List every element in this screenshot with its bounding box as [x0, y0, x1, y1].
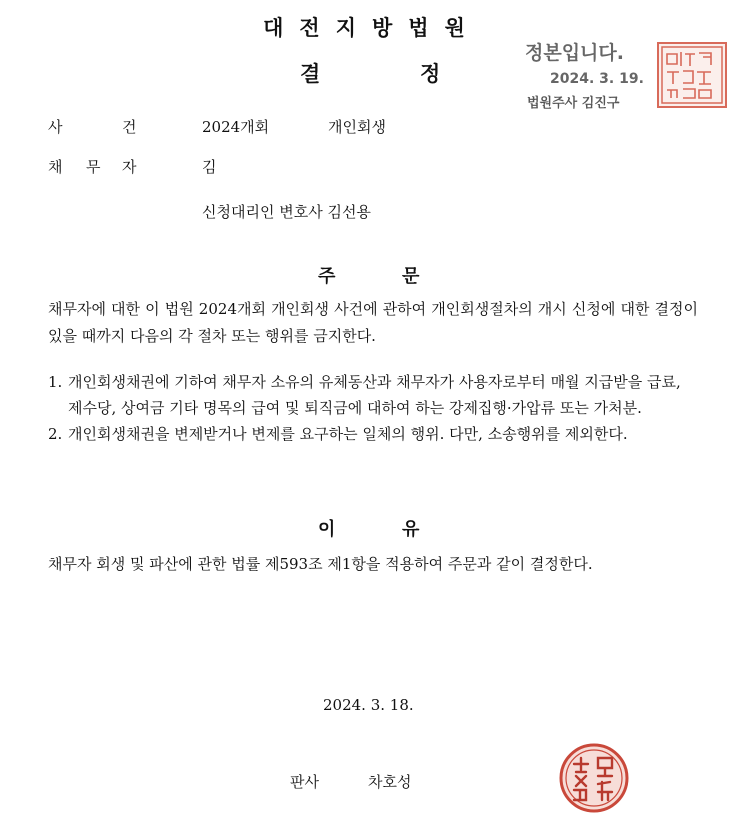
order-list — [48, 369, 688, 447]
judge-seal-icon — [558, 742, 630, 814]
list-item-text: 개인회생채권을 변제받거나 변제를 요구하는 일체의 행위. 다만, 소송행위를 제외한다. — [68, 425, 628, 443]
reason-heading-left: 이 — [318, 519, 336, 540]
reason-heading-right: 유 — [402, 519, 420, 540]
judge-label: 판사 — [290, 773, 319, 791]
attorney: 신청대리인 변호사 김선용 — [202, 203, 371, 221]
court-name: 대전지방법원 — [263, 16, 481, 40]
order-heading-right: 문 — [402, 266, 420, 287]
list-item-number: 1. — [48, 373, 63, 391]
list-item — [48, 421, 688, 447]
case-name: 개인회생 — [328, 118, 386, 136]
reason-text: 채무자 회생 및 파산에 관한 법률 제593조 제1항을 적용하여 주문과 같이 결정한다. — [48, 555, 593, 573]
certified-date: 2024. 3. 19. — [550, 71, 644, 87]
order-intro: 채무자에 대한 이 법원 2024개회 개인회생 사건에 관하여 개인회생절차의 개시 신청에 대한 결정이 있을 때까지 다음의 각 절차 또는 행위를 금지한다. — [48, 300, 698, 345]
decision-date: 2024. 3. 18. — [323, 696, 414, 714]
court-officer: 법원주사 김진구 — [527, 96, 620, 111]
debtor-name: 김 — [202, 158, 217, 176]
debtor-label-2: 무 — [86, 158, 101, 176]
doc-type-left: 결 — [300, 62, 321, 86]
list-item-text: 개인회생채권에 기하여 채무자 소유의 유체동산과 채무자가 사용자로부터 매월 지급받을 급료, 제수당, 상여금 기타 명목의 급여 및 퇴직금에 대하여 하는 강제집행·가압류 또는 가처분. — [68, 373, 681, 417]
certified-copy-text: 정본입니다. — [525, 42, 624, 64]
debtor-label-3: 자 — [122, 158, 137, 176]
court-seal-icon — [657, 42, 727, 108]
case-label-sa: 사 — [48, 118, 63, 136]
judge-name: 차호성 — [368, 773, 412, 791]
doc-type-right: 정 — [420, 62, 441, 86]
list-item-number: 2. — [48, 425, 63, 443]
case-number: 2024개회 — [202, 118, 270, 136]
debtor-label-1: 채 — [48, 158, 63, 176]
list-item — [48, 369, 688, 421]
case-label-geon: 건 — [122, 118, 137, 136]
order-heading-left: 주 — [318, 266, 336, 287]
